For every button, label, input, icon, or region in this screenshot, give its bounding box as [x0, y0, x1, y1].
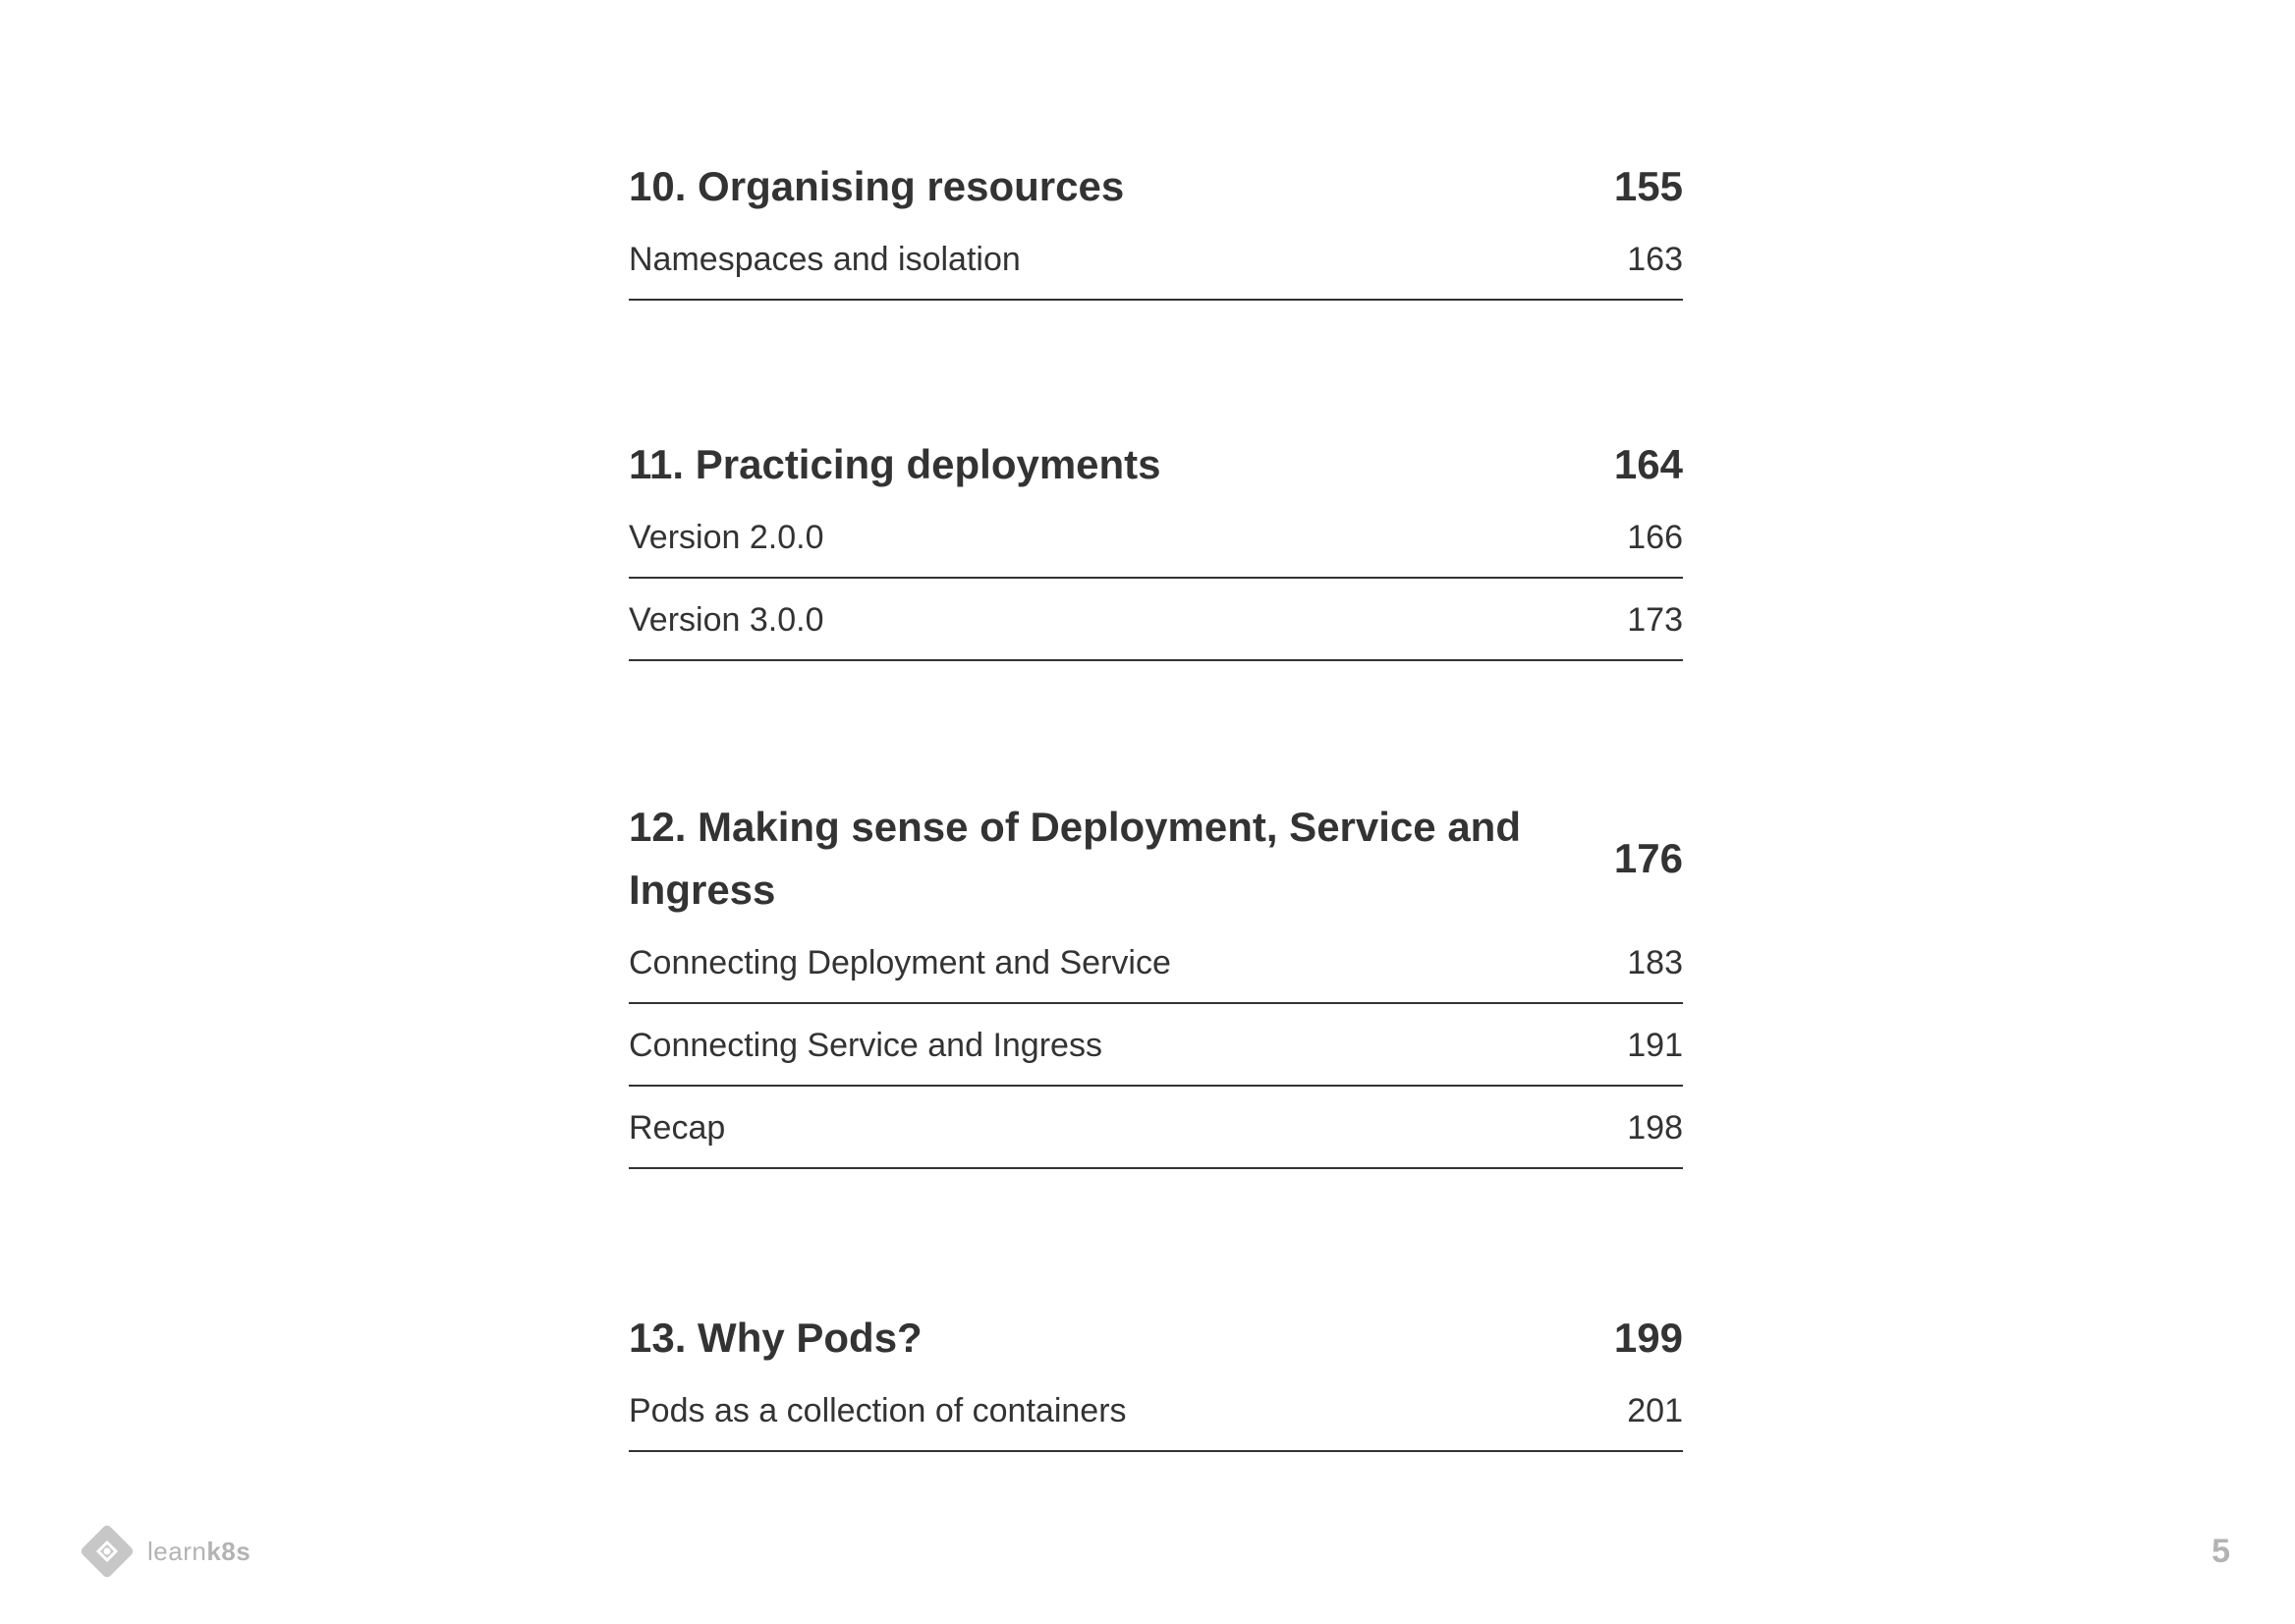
- entry-title: Pods as a collection of containers: [629, 1391, 1127, 1429]
- learnk8s-logo-icon: [77, 1521, 138, 1582]
- toc-entry[interactable]: [629, 1004, 1683, 1087]
- chapter-title: 12. Making sense of Deployment, Service and Ingress: [629, 804, 1521, 913]
- entry-page-number: 201: [1627, 1391, 1683, 1429]
- chapter-11: [629, 433, 1683, 661]
- chapter-heading[interactable]: [629, 1307, 1683, 1370]
- toc-entry[interactable]: [629, 496, 1683, 579]
- entry-page-number: 166: [1627, 518, 1683, 556]
- chapter-page-number: 155: [1613, 163, 1683, 209]
- toc-entry[interactable]: [629, 579, 1683, 661]
- chapter-heading[interactable]: [629, 155, 1683, 218]
- chapter-13: [629, 1307, 1683, 1452]
- chapter-page-number: 164: [1613, 441, 1683, 487]
- chapter-12: [629, 796, 1683, 1169]
- entry-page-number: 198: [1627, 1108, 1683, 1147]
- learnk8s-logo: [77, 1521, 251, 1582]
- entry-page-number: 173: [1627, 600, 1683, 639]
- chapter-10: [629, 155, 1683, 301]
- chapter-page-number: 176: [1613, 835, 1683, 881]
- entry-title: Namespaces and isolation: [629, 240, 1021, 278]
- chapter-title: 11. Practicing deployments: [629, 441, 1161, 487]
- page-number: 5: [2211, 1533, 2230, 1570]
- chapter-heading[interactable]: [629, 433, 1683, 496]
- entry-title: Version 3.0.0: [629, 600, 824, 639]
- entry-page-number: 191: [1627, 1026, 1683, 1064]
- entry-title: Recap: [629, 1108, 726, 1147]
- toc-entry[interactable]: [629, 218, 1683, 301]
- entry-page-number: 183: [1627, 943, 1683, 981]
- entry-title: Connecting Deployment and Service: [629, 943, 1171, 981]
- chapter-title: 13. Why Pods?: [629, 1315, 923, 1361]
- chapter-heading[interactable]: [629, 796, 1683, 922]
- toc-entry[interactable]: [629, 1370, 1683, 1452]
- entry-page-number: 163: [1627, 240, 1683, 278]
- logo-wordmark: learnk8s: [147, 1536, 252, 1566]
- entry-title: Connecting Service and Ingress: [629, 1026, 1102, 1064]
- entry-title: Version 2.0.0: [629, 518, 824, 556]
- chapter-title: 10. Organising resources: [629, 163, 1125, 209]
- toc-entry[interactable]: [629, 1087, 1683, 1169]
- chapter-page-number: 199: [1613, 1315, 1683, 1361]
- toc-entry[interactable]: [629, 922, 1683, 1004]
